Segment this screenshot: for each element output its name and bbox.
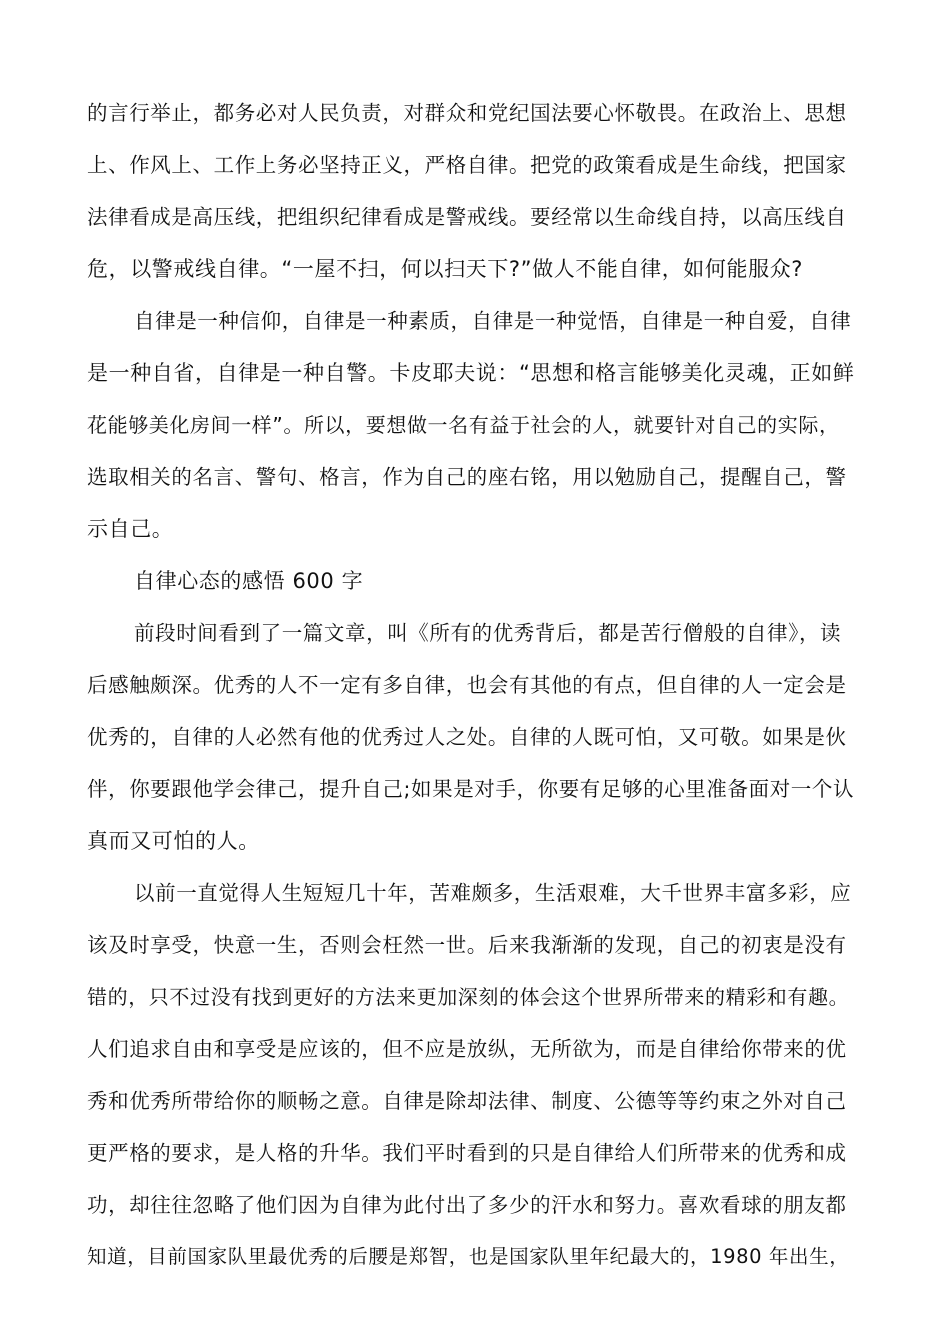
text-line: 伴，你要跟他学会律己，提升自己;如果是对手，你要有足够的心里准备面对一个认	[87, 777, 855, 801]
text-line: 秀和优秀所带给你的顺畅之意。自律是除却法律、制度、公德等等约束之外对自己	[87, 1089, 847, 1113]
text-line: 真而又可怕的人。	[87, 829, 260, 853]
text-line: 功，却往往忽略了他们因为自律为此付出了多少的汗水和努力。喜欢看球的朋友都	[87, 1193, 847, 1217]
text-line: 知道，目前国家队里最优秀的后腰是郑智，也是国家队里年纪最大的，1980 年出生，	[87, 1245, 850, 1268]
paragraph-first-line: 前段时间看到了一篇文章，叫《所有的优秀背后，都是苦行僧般的自律》，读	[134, 621, 842, 645]
paragraph-first-line: 自律是一种信仰，自律是一种素质，自律是一种觉悟，自律是一种自爱，自律	[134, 309, 852, 333]
text-line: 的言行举止，都务必对人民负责，对群众和党纪国法要心怀敬畏。在政治上、思想	[87, 101, 847, 125]
text-line: 更严格的要求，是人格的升华。我们平时看到的只是自律给人们所带来的优秀和成	[87, 1141, 847, 1165]
text-line: 是一种自省，自律是一种自警。卡皮耶夫说：“思想和格言能够美化灵魂，正如鲜	[87, 361, 855, 385]
paragraph-first-line: 以前一直觉得人生短短几十年，苦难颇多，生活艰难，大千世界丰富多彩，应	[134, 881, 852, 905]
text-line: 示自己。	[87, 517, 174, 541]
text-line: 人们追求自由和享受是应该的，但不应是放纵，无所欲为，而是自律给你带来的优	[87, 1037, 847, 1061]
text-line: 该及时享受，快意一生，否则会枉然一世。后来我渐渐的发现，自己的初衷是没有	[87, 933, 847, 957]
text-line: 危，以警戒线自律。“一屋不扫，何以扫天下?”做人不能自律，如何能服众?	[87, 257, 804, 281]
text-line: 优秀的，自律的人必然有他的优秀过人之处。自律的人既可怕，又可敬。如果是伙	[87, 725, 847, 749]
text-line: 选取相关的名言、警句、格言，作为自己的座右铭，用以勉励自己，提醒自己，警	[87, 465, 847, 489]
text-line: 法律看成是高压线，把组织纪律看成是警戒线。要经常以生命线自持，以高压线自	[87, 205, 847, 229]
section-heading: 自律心态的感悟 600 字	[134, 569, 364, 593]
text-line: 错的，只不过没有找到更好的方法来更加深刻的体会这个世界所带来的精彩和有趣。	[87, 985, 850, 1009]
text-line: 后感触颇深。优秀的人不一定有多自律，也会有其他的有点，但自律的人一定会是	[87, 673, 847, 697]
text-line: 花能够美化房间一样”。所以，要想做一名有益于社会的人，就要针对自己的实际，	[87, 413, 840, 437]
text-line: 上、作风上、工作上务必坚持正义，严格自律。把党的政策看成是生命线，把国家	[87, 153, 847, 177]
